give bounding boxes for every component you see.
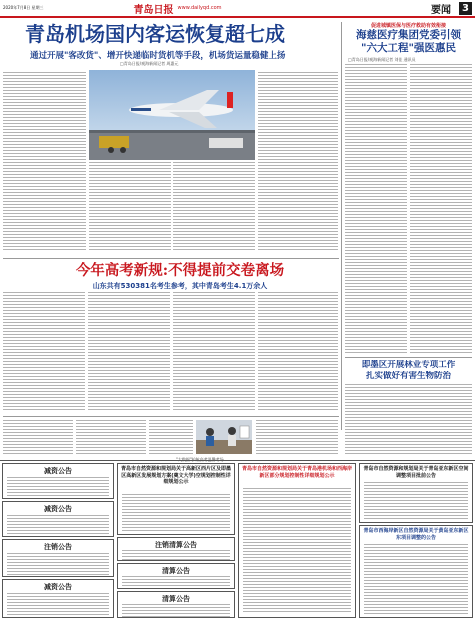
planning-notice-4-text — [364, 544, 468, 614]
clearing-notice-2 — [117, 591, 235, 618]
mid-right-rule — [345, 357, 472, 358]
lead-text-col-1 — [3, 72, 86, 252]
band-col-2 — [76, 420, 146, 456]
planning-notice-1-title: 青岛市自然资源和规划局关于高新区西片区及即墨区高新区发展规划方案(奠文大学)空规划控制性详细规划公示 — [121, 466, 232, 485]
masthead-rule — [0, 16, 475, 18]
issue-date: 2020年7月8日 星期三 — [3, 5, 44, 10]
lead-subheadline: 通过开展"客改货"、增开快递临时货机等手段，机场货运量稳健上扬 — [30, 51, 286, 61]
section-title: 要闻 — [431, 4, 451, 16]
masthead — [0, 0, 475, 16]
notice-1 — [2, 463, 114, 499]
right-article-title-1: 海慈医疗集团党委引领 — [356, 29, 461, 41]
clearing-notice-2-title: 清算公告 — [162, 595, 190, 603]
notice-2-title: 减资公告 — [44, 505, 72, 513]
mid-right-text — [345, 384, 472, 456]
gaokao-text-col-2 — [88, 292, 170, 412]
clearing-notice-1-text — [122, 576, 230, 588]
right-article-title-2: "六大工程"强医惠民 — [361, 42, 456, 54]
mid-right-title-2: 扎实做好有害生物防治 — [365, 371, 451, 381]
clearing-notice-1 — [117, 563, 235, 589]
notice-2-text — [7, 515, 109, 535]
newspaper-logo: 青岛日报 — [133, 4, 174, 16]
lead-text-col-3 — [173, 162, 255, 252]
gaokao-rule — [3, 258, 339, 259]
lead-byline: □青岛日报/观海新闻记者 周惠元 — [120, 61, 179, 66]
planning-notice-2 — [238, 463, 356, 618]
band-rule — [3, 416, 339, 417]
mid-right-title-1: 即墨区开展林业专项工作 — [361, 360, 456, 370]
right-article-kicker: 促进城镇医保与医疗救助有效衔接 — [370, 23, 446, 29]
gaokao-headline: 今年高考新规:不得提前交卷离场 — [75, 262, 285, 279]
planning-notice-1-text — [122, 494, 230, 532]
right-article-col-2 — [410, 64, 472, 354]
lead-text-col-4 — [258, 72, 338, 252]
newspaper-url[interactable]: www.dailyqd.com — [177, 5, 222, 11]
notice-3-text — [7, 553, 109, 575]
band-col-4 — [256, 420, 338, 456]
planning-notice-4 — [359, 525, 473, 618]
planning-notice-2-text — [243, 488, 351, 614]
gaokao-subheadline: 山东共有530381名考生参考，其中青岛考生4.1万余人 — [92, 282, 268, 290]
gaokao-text-col-3 — [173, 292, 255, 412]
notice-1-text — [7, 477, 109, 497]
planning-notice-3-text — [364, 482, 468, 520]
right-article-byline: □青岛日报/观海新闻记者 刘佳 通讯员 — [348, 57, 416, 62]
notice-2 — [2, 501, 114, 537]
column-divider — [341, 22, 342, 430]
lead-headline: 青岛机场国内客运恢复超七成 — [25, 22, 285, 46]
clearing-notice-2-text — [122, 604, 230, 617]
planning-notice-4-title: 青岛市西海岸新区自然资源局关于黄岛亚东新区东项目调整的公告 — [363, 528, 469, 541]
gaokao-text-col-4 — [258, 292, 338, 412]
notice-1-title: 减资公告 — [44, 467, 72, 475]
liquidation-notice-title: 注销清算公告 — [155, 541, 197, 549]
right-article-col-1 — [345, 64, 407, 354]
notice-3 — [2, 539, 114, 577]
planning-notice-2-title: 青岛市自然资源和规划局关于青岛港机场和西海岸新区部分规划控制性详细规划公示 — [242, 466, 353, 479]
exam-photo — [196, 420, 252, 454]
ads-top-rule — [0, 460, 475, 461]
liquidation-notice — [117, 537, 235, 561]
notice-4 — [2, 579, 114, 618]
notice-4-text — [7, 593, 109, 616]
gaokao-text-col-1 — [3, 292, 85, 412]
clearing-notice-1-title: 清算公告 — [162, 567, 190, 575]
notice-4-title: 减资公告 — [44, 583, 72, 591]
liquidation-notice-text — [122, 550, 230, 560]
airport-photo — [89, 70, 255, 160]
planning-notice-3 — [359, 463, 473, 523]
page-number: 3 — [459, 2, 472, 15]
notice-3-title: 注销公告 — [44, 543, 72, 551]
band-col-3 — [149, 420, 193, 456]
band-col-1 — [3, 420, 73, 456]
planning-notice-1 — [117, 463, 235, 535]
planning-notice-3-title: 青岛市自然资源和规划局关于青岛亚东新区空间调整项目批前公告 — [363, 466, 469, 479]
lead-text-col-2 — [89, 162, 171, 252]
